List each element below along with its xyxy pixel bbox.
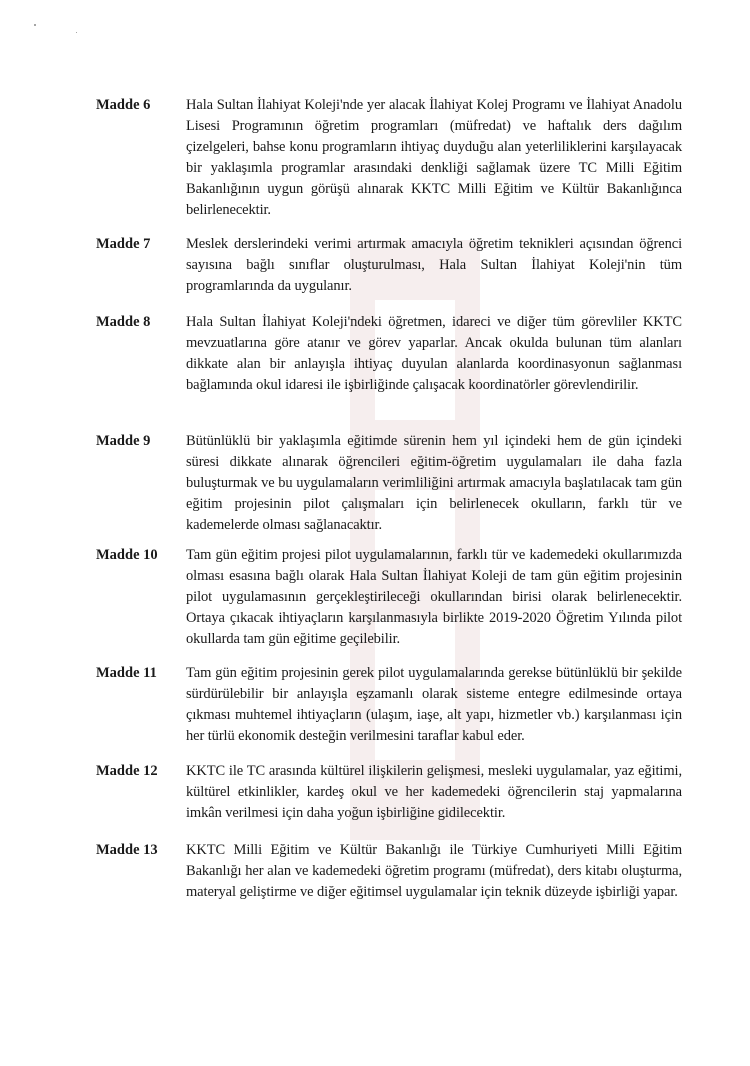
article-13	[96, 840, 686, 903]
scan-speck	[76, 32, 77, 33]
article-6	[96, 95, 686, 221]
article-text: Meslek derslerindeki verimi artırmak amacıyla öğretim teknikleri açısından öğrenci sayısına bağlı sınıflar oluşturulması, Hala Sultan İlahiyat Koleji'nin tüm programlarında da uygulanır.	[186, 236, 682, 294]
article-text: Hala Sultan İlahiyat Koleji'ndeki öğretmen, idareci ve diğer tüm görevliler KKTC mevzuatlarına göre atanır ve görev yaparlar. Ancak okulda bulunan tüm alanları dikkate alan bir anlayışla ihtiyaç duyulan alanlarda koordinasyonun sağlanması bağlamında okul idaresi ile işbirliğinde çalışacak koordinatörler görevlendirilir.	[186, 314, 682, 393]
article-7	[96, 234, 686, 297]
article-label: Madde 8	[96, 314, 151, 330]
article-11	[96, 663, 686, 747]
article-8	[96, 312, 686, 396]
scan-speck	[34, 24, 36, 26]
article-text: Tam gün eğitim projesinin gerek pilot uygulamalarında gerekse bütünlüklü bir şekilde sürdürülebilir bir anlayışla eşzamanlı olarak sisteme entegre edilmesinde ortaya çıkması muhtemel ihtiyaçların (ulaşım, iaşe, alt yapı, hizmetler vb.) karşılanması için her türlü ekonomik desteğin verilmesini taraflar kabul eder.	[186, 665, 682, 744]
article-label: Madde 12	[96, 763, 158, 779]
article-text: Hala Sultan İlahiyat Koleji'nde yer alacak İlahiyat Kolej Programı ve İlahiyat Anadolu Lisesi Programının öğretim programları (müfredat) ve haftalık ders dağılım çizelgeleri, bahse konu programların ihtiyaç duyduğu alan yeterliliklerini karşılayacak bir yaklaşımla programlar arasındaki denkliği sağlamak üzere TC Milli Eğitim Bakanlığının uygun görüşü alınarak KKTC Milli Eğitim ve Kültür Bakanlığınca belirlenecektir.	[186, 97, 682, 218]
article-text: KKTC ile TC arasında kültürel ilişkilerin gelişmesi, mesleki uygulamalar, yaz eğitimi, kültürel etkinlikler, kardeş okul ve her kademedeki öğrencilerin staj yapmalarına imkân verilmesi için daha yoğun işbirliğine gidilecektir.	[186, 763, 682, 821]
article-label: Madde 6	[96, 97, 151, 113]
article-label: Madde 11	[96, 665, 157, 681]
article-label: Madde 13	[96, 842, 158, 858]
article-label: Madde 9	[96, 433, 151, 449]
article-text: KKTC Milli Eğitim ve Kültür Bakanlığı ile Türkiye Cumhuriyeti Milli Eğitim Bakanlığı her alan ve kademedeki öğretim programı (müfredat), ders kitabı oluşturma, materyal geliştirme ve diğer eğitimsel uygulamalar için teknik düzeyde işbirliği yapar.	[186, 842, 682, 900]
article-label: Madde 7	[96, 236, 151, 252]
article-10	[96, 545, 686, 650]
article-label: Madde 10	[96, 547, 158, 563]
article-9	[96, 431, 686, 536]
article-text: Bütünlüklü bir yaklaşımla eğitimde sürenin hem yıl içindeki hem de gün içindeki süresi dikkate alınarak öğrencileri eğitim-öğretim uygulamaları ile daha fazla buluşturmak ve bu uygulamaların verimliliğini artırmak amacıyla başlatılacak tam gün eğitim projesinin pilot çalışmaları için belirlenecek okulların, farklı tür ve kademelerde olması sağlanacaktır.	[186, 433, 682, 533]
article-12	[96, 761, 686, 824]
article-text: Tam gün eğitim projesi pilot uygulamalarının, farklı tür ve kademedeki okullarımızda olması esasına bağlı olarak Hala Sultan İlahiyat Koleji de tam gün eğitim projesinin pilot uygulamasının gerçekleştirileceği okullarından birisi olarak belirlenecektir. Ortaya çıkacak ihtiyaçların karşılanmasıyla birlikte 2019-2020 Öğretim Yılında pilot okullarda tam gün eğitime geçilebilir.	[186, 547, 682, 647]
